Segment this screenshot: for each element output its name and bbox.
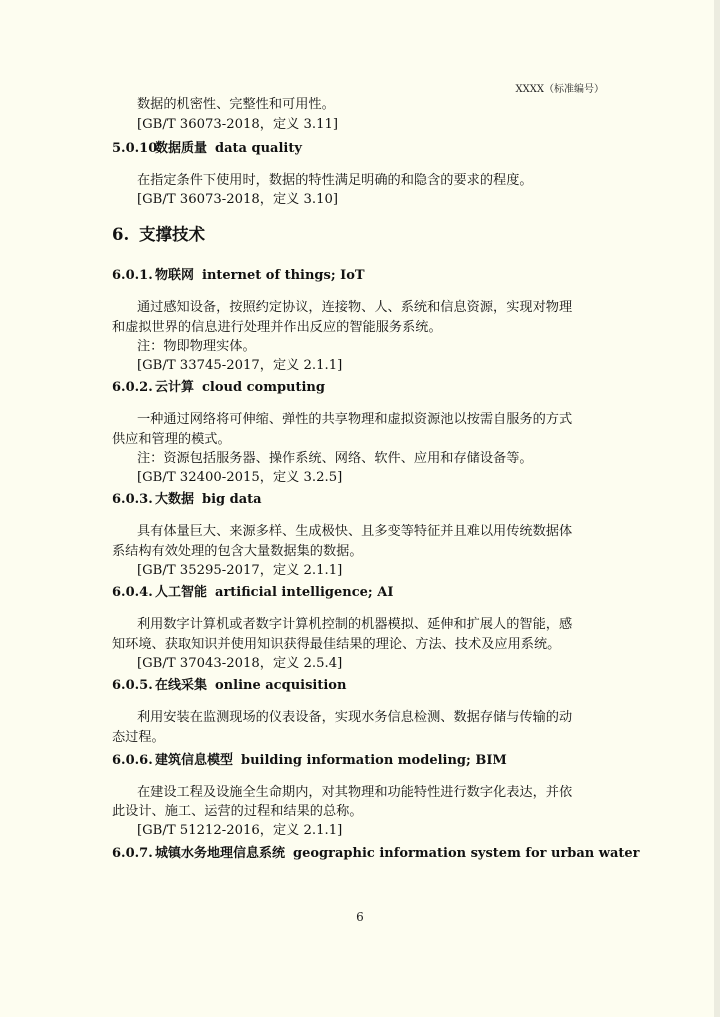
- clause-term-en: building information modeling; BIM: [241, 753, 507, 768]
- clause-number: 6.0.5.: [112, 678, 153, 693]
- section-title: 支撑技术: [139, 225, 205, 244]
- paragraph-line: 知环境、获取知识并使用知识获得最佳结果的理论、方法、技术及应用系统。: [112, 637, 561, 652]
- clause-term-zh: 在线采集: [155, 678, 208, 693]
- page-number: 6: [356, 910, 364, 924]
- paragraph-line: 一种通过网络将可伸缩、弹性的共享物理和虚拟资源池以按需自服务的方式: [137, 412, 573, 427]
- clause-heading-6-0-5: [112, 677, 346, 695]
- paragraph-line: 在指定条件下使用时，数据的特性满足明确的和隐含的要求的程度。: [137, 173, 533, 188]
- clause-term-en: big data: [202, 492, 262, 507]
- clause-number: 6.0.7.: [112, 846, 153, 861]
- clause-term-en: online acquisition: [215, 678, 347, 693]
- clause-number: 6.0.3.: [112, 492, 153, 507]
- clause-heading-6-0-4: [112, 584, 393, 602]
- note-line: 注：物即物理实体。: [137, 339, 256, 354]
- clause-heading-6-0-2: [112, 379, 325, 397]
- paragraph-line: 供应和管理的模式。: [112, 432, 231, 447]
- section-heading-6: [112, 224, 205, 246]
- paragraph-line: 利用数字计算机或者数字计算机控制的机器模拟、延伸和扩展人的智能，感: [137, 617, 573, 632]
- reference-line: [GB/T 37043-2018，定义 2.5.4]: [137, 656, 343, 671]
- clause-term-zh: 数据质量: [155, 141, 208, 156]
- clause-heading-6-0-3: [112, 491, 262, 509]
- clause-term-zh: 建筑信息模型: [155, 753, 234, 768]
- paragraph-line: 态过程。: [112, 730, 165, 745]
- clause-heading-6-0-6: [112, 752, 507, 770]
- clause-term-en: artificial intelligence; AI: [215, 585, 394, 600]
- reference-line: [GB/T 51212-2016，定义 2.1.1]: [137, 823, 343, 838]
- section-number: 6.: [112, 225, 130, 244]
- clause-number: 6.0.4.: [112, 585, 153, 600]
- paragraph-line: 通过感知设备，按照约定协议，连接物、人、系统和信息资源，实现对物理: [137, 300, 573, 315]
- clause-number: 6.0.2.: [112, 380, 153, 395]
- reference-line: [GB/T 36073-2018，定义 3.11]: [137, 117, 339, 132]
- reference-line: [GB/T 33745-2017，定义 2.1.1]: [137, 358, 343, 373]
- clause-term-zh: 云计算: [155, 380, 195, 395]
- clause-term-zh: 人工智能: [155, 585, 208, 600]
- paragraph-line: 在建设工程及设施全生命期内，对其物理和功能特性进行数字化表达，并依: [137, 785, 573, 800]
- reference-line: [GB/T 35295-2017，定义 2.1.1]: [137, 563, 343, 578]
- clause-term-zh: 城镇水务地理信息系统: [155, 846, 286, 861]
- clause-term-en: internet of things; IoT: [202, 268, 365, 283]
- paragraph-line: 系结构有效处理的包含大量数据集的数据。: [112, 544, 363, 559]
- paragraph-line: 具有体量巨大、来源多样、生成极快、且多变等特征并且难以用传统数据体: [137, 524, 573, 539]
- clause-term-en: cloud computing: [202, 380, 325, 395]
- clause-term-en: data quality: [215, 141, 302, 156]
- clause-heading-6-0-1: [112, 267, 365, 285]
- reference-line: [GB/T 36073-2018，定义 3.10]: [137, 192, 339, 207]
- clause-number: 6.0.6.: [112, 753, 153, 768]
- clause-number: 6.0.1.: [112, 268, 153, 283]
- clause-term-zh: 大数据: [155, 492, 195, 507]
- paragraph-line: 利用安装在监测现场的仪表设备，实现水务信息检测、数据存储与传输的动: [137, 710, 573, 725]
- clause-heading-6-0-7: [112, 845, 640, 863]
- clause-number: 5.0.10.: [112, 141, 162, 156]
- reference-line: [GB/T 32400-2015，定义 3.2.5]: [137, 470, 343, 485]
- page-edge-shadow: [714, 0, 720, 1017]
- clause-term-en: geographic information system for urban water: [293, 846, 640, 861]
- standard-code-header: XXXX（标准编号）: [515, 84, 604, 95]
- paragraph-line: 数据的机密性、完整性和可用性。: [137, 97, 335, 112]
- note-line: 注：资源包括服务器、操作系统、网络、软件、应用和存储设备等。: [137, 451, 533, 466]
- paragraph-line: 和虚拟世界的信息进行处理并作出反应的智能服务系统。: [112, 320, 442, 335]
- clause-term-zh: 物联网: [155, 268, 195, 283]
- paragraph-line: 此设计、施工、运营的过程和结果的总称。: [112, 804, 363, 819]
- clause-heading-5-0-10: [112, 140, 302, 158]
